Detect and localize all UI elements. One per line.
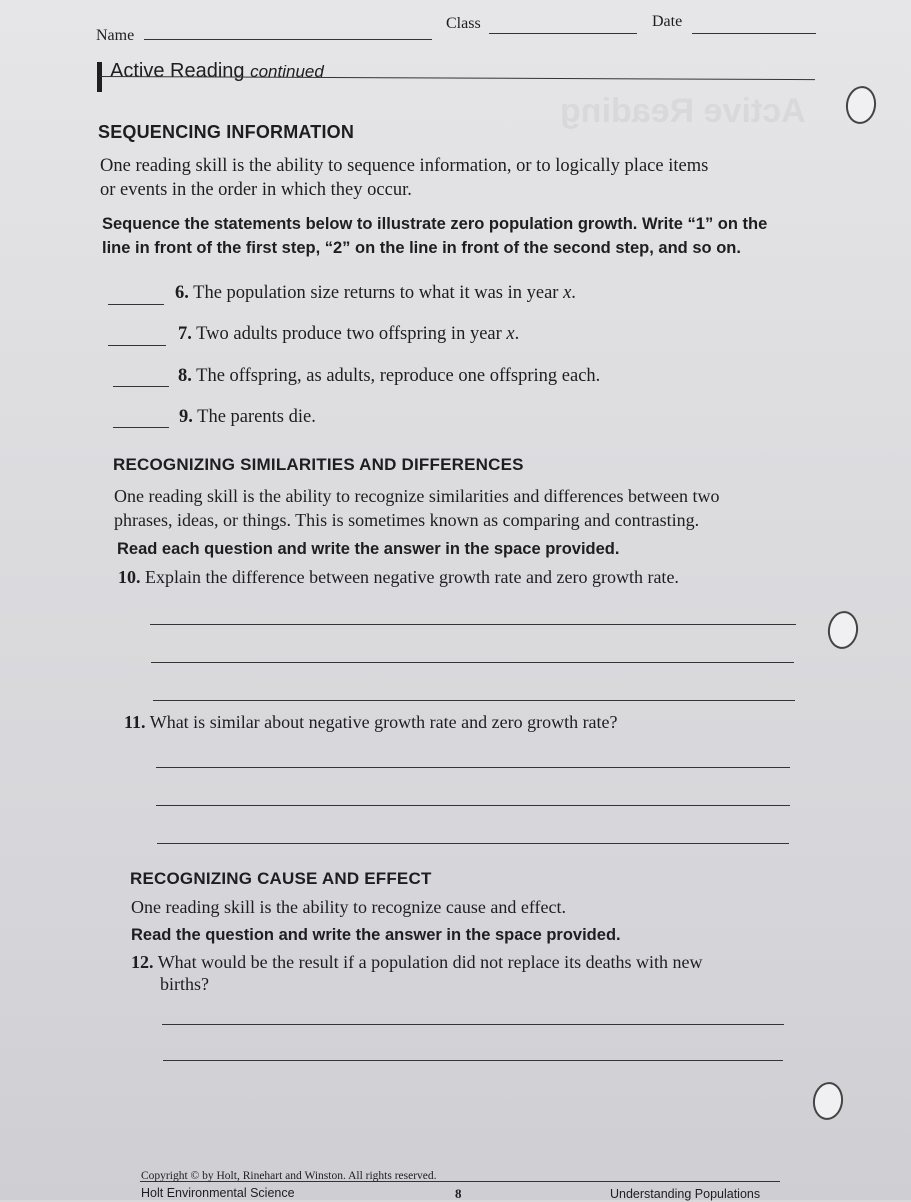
item-8: 8. The offspring, as adults, reproduce one offspring each. bbox=[178, 366, 601, 386]
cause-effect-instructions: Read the question and write the answer in the space provided. bbox=[131, 926, 621, 944]
page-number: 8 bbox=[455, 1186, 462, 1201]
item-6: 6. The population size returns to what it was in year x. bbox=[175, 283, 576, 303]
cause-effect-intro: One reading skill is the ability to recognize cause and effect. bbox=[131, 897, 567, 917]
date-label: Date bbox=[652, 13, 683, 30]
binder-hole-bottom bbox=[811, 1080, 846, 1122]
book-title: Holt Environmental Science bbox=[141, 1186, 295, 1200]
chapter-title: Understanding Populations bbox=[610, 1187, 761, 1201]
copyright-notice: Copyright © by Holt, Rinehart and Winston. All rights reserved. bbox=[141, 1170, 437, 1182]
answer-line-12a[interactable] bbox=[162, 1024, 784, 1025]
cause-effect-heading: RECOGNIZING CAUSE AND EFFECT bbox=[130, 869, 432, 888]
answer-line-11c[interactable] bbox=[157, 843, 789, 844]
binder-hole-top bbox=[844, 84, 879, 126]
name-line[interactable] bbox=[144, 39, 432, 40]
similarities-instructions: Read each question and write the answer in the space provided. bbox=[117, 540, 620, 558]
answer-line-12b[interactable] bbox=[163, 1060, 783, 1061]
answer-line-10c[interactable] bbox=[153, 700, 795, 701]
name-label: Name bbox=[96, 27, 135, 44]
active-reading-title: Active Reading continued bbox=[110, 60, 324, 82]
answer-blank-9[interactable] bbox=[113, 427, 169, 428]
similarities-intro: One reading skill is the ability to recognize similarities and differences between two phrases, ideas, or things. This is sometimes known as comparing and contrasting. bbox=[114, 486, 720, 530]
sequencing-intro: One reading skill is the ability to sequence information, or to logically place items or events in the order in which they occur. bbox=[100, 156, 709, 200]
question-11: 11. What is similar about negative growth rate and zero growth rate? bbox=[124, 712, 618, 732]
answer-line-10b[interactable] bbox=[151, 662, 794, 663]
bleed-through: Active Reading bbox=[560, 92, 806, 130]
item-9: 9. The parents die. bbox=[179, 407, 316, 427]
answer-blank-8[interactable] bbox=[113, 386, 169, 387]
item-7: 7. Two adults produce two offspring in year x. bbox=[178, 324, 520, 344]
class-line[interactable] bbox=[489, 33, 637, 34]
answer-line-11a[interactable] bbox=[156, 767, 790, 768]
sequencing-instructions: Sequence the statements below to illustrate zero population growth. Write “1” on the line in front of the first step, “2” on the line in front of the second step, and so on. bbox=[102, 215, 768, 257]
answer-line-10a[interactable] bbox=[150, 624, 796, 625]
answer-line-11b[interactable] bbox=[156, 805, 790, 806]
question-10: 10. Explain the difference between negative growth rate and zero growth rate. bbox=[118, 567, 679, 587]
binder-hole-middle bbox=[826, 609, 861, 651]
date-line[interactable] bbox=[692, 33, 816, 34]
question-12: 12. What would be the result if a population did not replace its deaths with new births? bbox=[131, 952, 703, 994]
continued-label: continued bbox=[250, 62, 324, 81]
answer-blank-7[interactable] bbox=[108, 345, 166, 346]
class-label: Class bbox=[446, 15, 481, 32]
similarities-heading: RECOGNIZING SIMILARITIES AND DIFFERENCES bbox=[113, 455, 524, 474]
sequencing-heading: SEQUENCING INFORMATION bbox=[98, 122, 355, 142]
answer-blank-6[interactable] bbox=[108, 304, 164, 305]
